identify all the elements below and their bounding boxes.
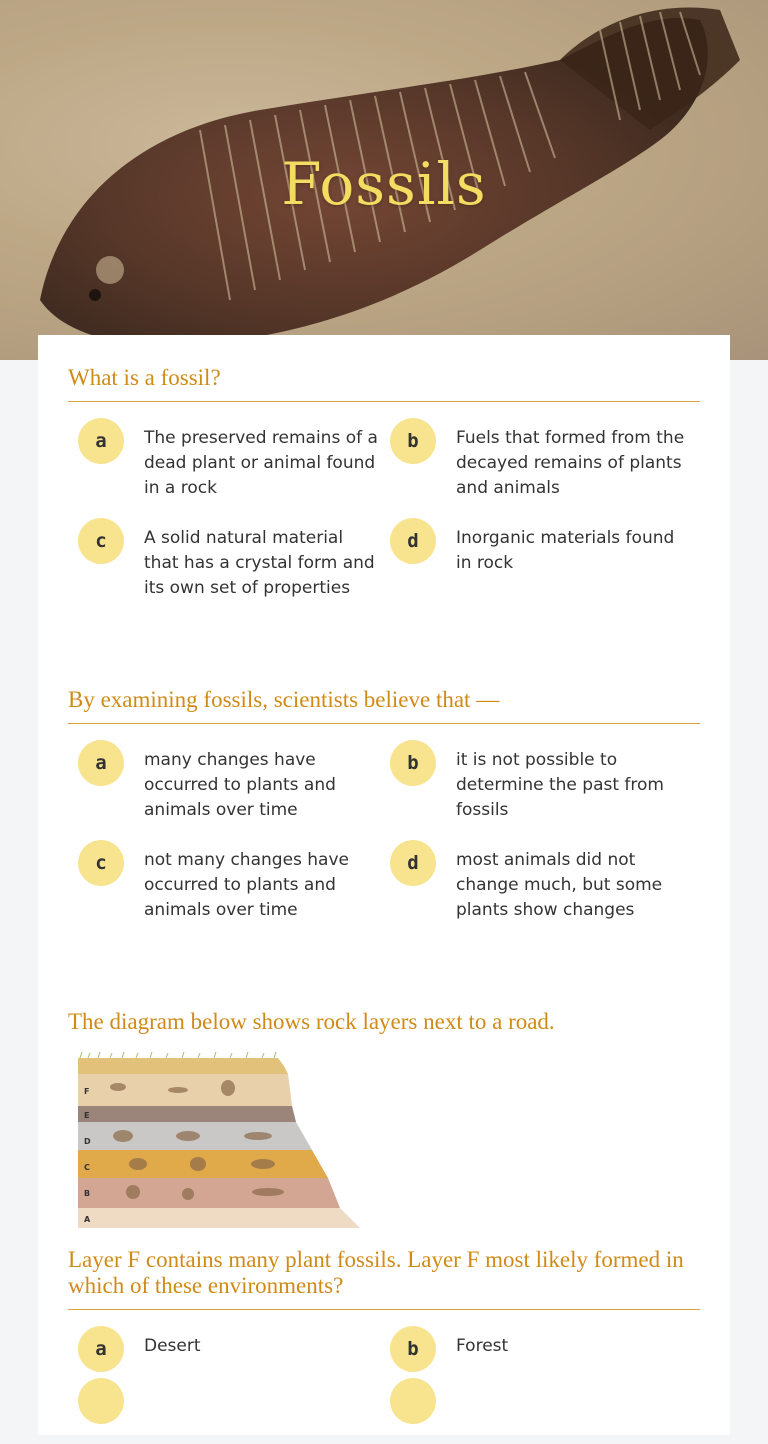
option-letter-badge: d (390, 518, 436, 564)
option-letter-badge: c (78, 840, 124, 886)
option-text: many changes have occurred to plants and animals over time (144, 750, 336, 820)
answer-options (68, 1324, 700, 1444)
diagram-heading-block (68, 1009, 700, 1035)
option-text: The preserved remains of a dead plant or animal found in a rock (144, 428, 378, 498)
question-2 (68, 687, 700, 938)
worksheet-card (38, 335, 730, 1435)
layer-label-b: B (84, 1189, 91, 1198)
answer-options (68, 416, 700, 616)
option-text: it is not possible to determine the past from fossils (456, 750, 664, 820)
option-letter-badge (78, 1378, 124, 1424)
question-3 (68, 1247, 700, 1444)
option-letter-badge: a (78, 1326, 124, 1372)
option-text: Inorganic materials found in rock (456, 528, 675, 573)
question-1 (68, 365, 700, 616)
option-letter-badge (390, 1378, 436, 1424)
question-prompt: Layer F contains many plant fossils. Layer F most likely formed in which of these environments? (68, 1247, 700, 1310)
diagram-heading: The diagram below shows rock layers next to a road. (68, 1009, 555, 1034)
layer-label-f: F (84, 1087, 90, 1096)
layer-label-d: D (84, 1137, 91, 1146)
layer-label-a: A (84, 1215, 91, 1224)
option-letter-badge: b (390, 1326, 436, 1372)
option-text: Forest (456, 1336, 509, 1356)
layer-label-c: C (84, 1163, 90, 1172)
option-text: Fuels that formed from the decayed remains of plants and animals (456, 428, 685, 498)
option-text: Desert (144, 1336, 201, 1356)
layer-label-e: E (84, 1111, 90, 1120)
question-prompt: What is a fossil? (68, 365, 700, 402)
option-text: A solid natural material that has a crystal form and its own set of properties (144, 528, 375, 598)
option-letter-badge: b (390, 418, 436, 464)
option-letter-badge: d (390, 840, 436, 886)
option-text: most animals did not change much, but some plants show changes (456, 850, 663, 920)
option-letter-badge: a (78, 740, 124, 786)
hero-banner (0, 0, 768, 360)
option-letter-badge: c (78, 518, 124, 564)
rock-layers-diagram (78, 1052, 362, 1230)
option-letter-badge: b (390, 740, 436, 786)
answer-options (68, 738, 700, 938)
option-letter-badge: a (78, 418, 124, 464)
page-title: Fossils (281, 150, 487, 218)
question-prompt: By examining fossils, scientists believe that — (68, 687, 700, 724)
option-text: not many changes have occurred to plants and animals over time (144, 850, 349, 920)
